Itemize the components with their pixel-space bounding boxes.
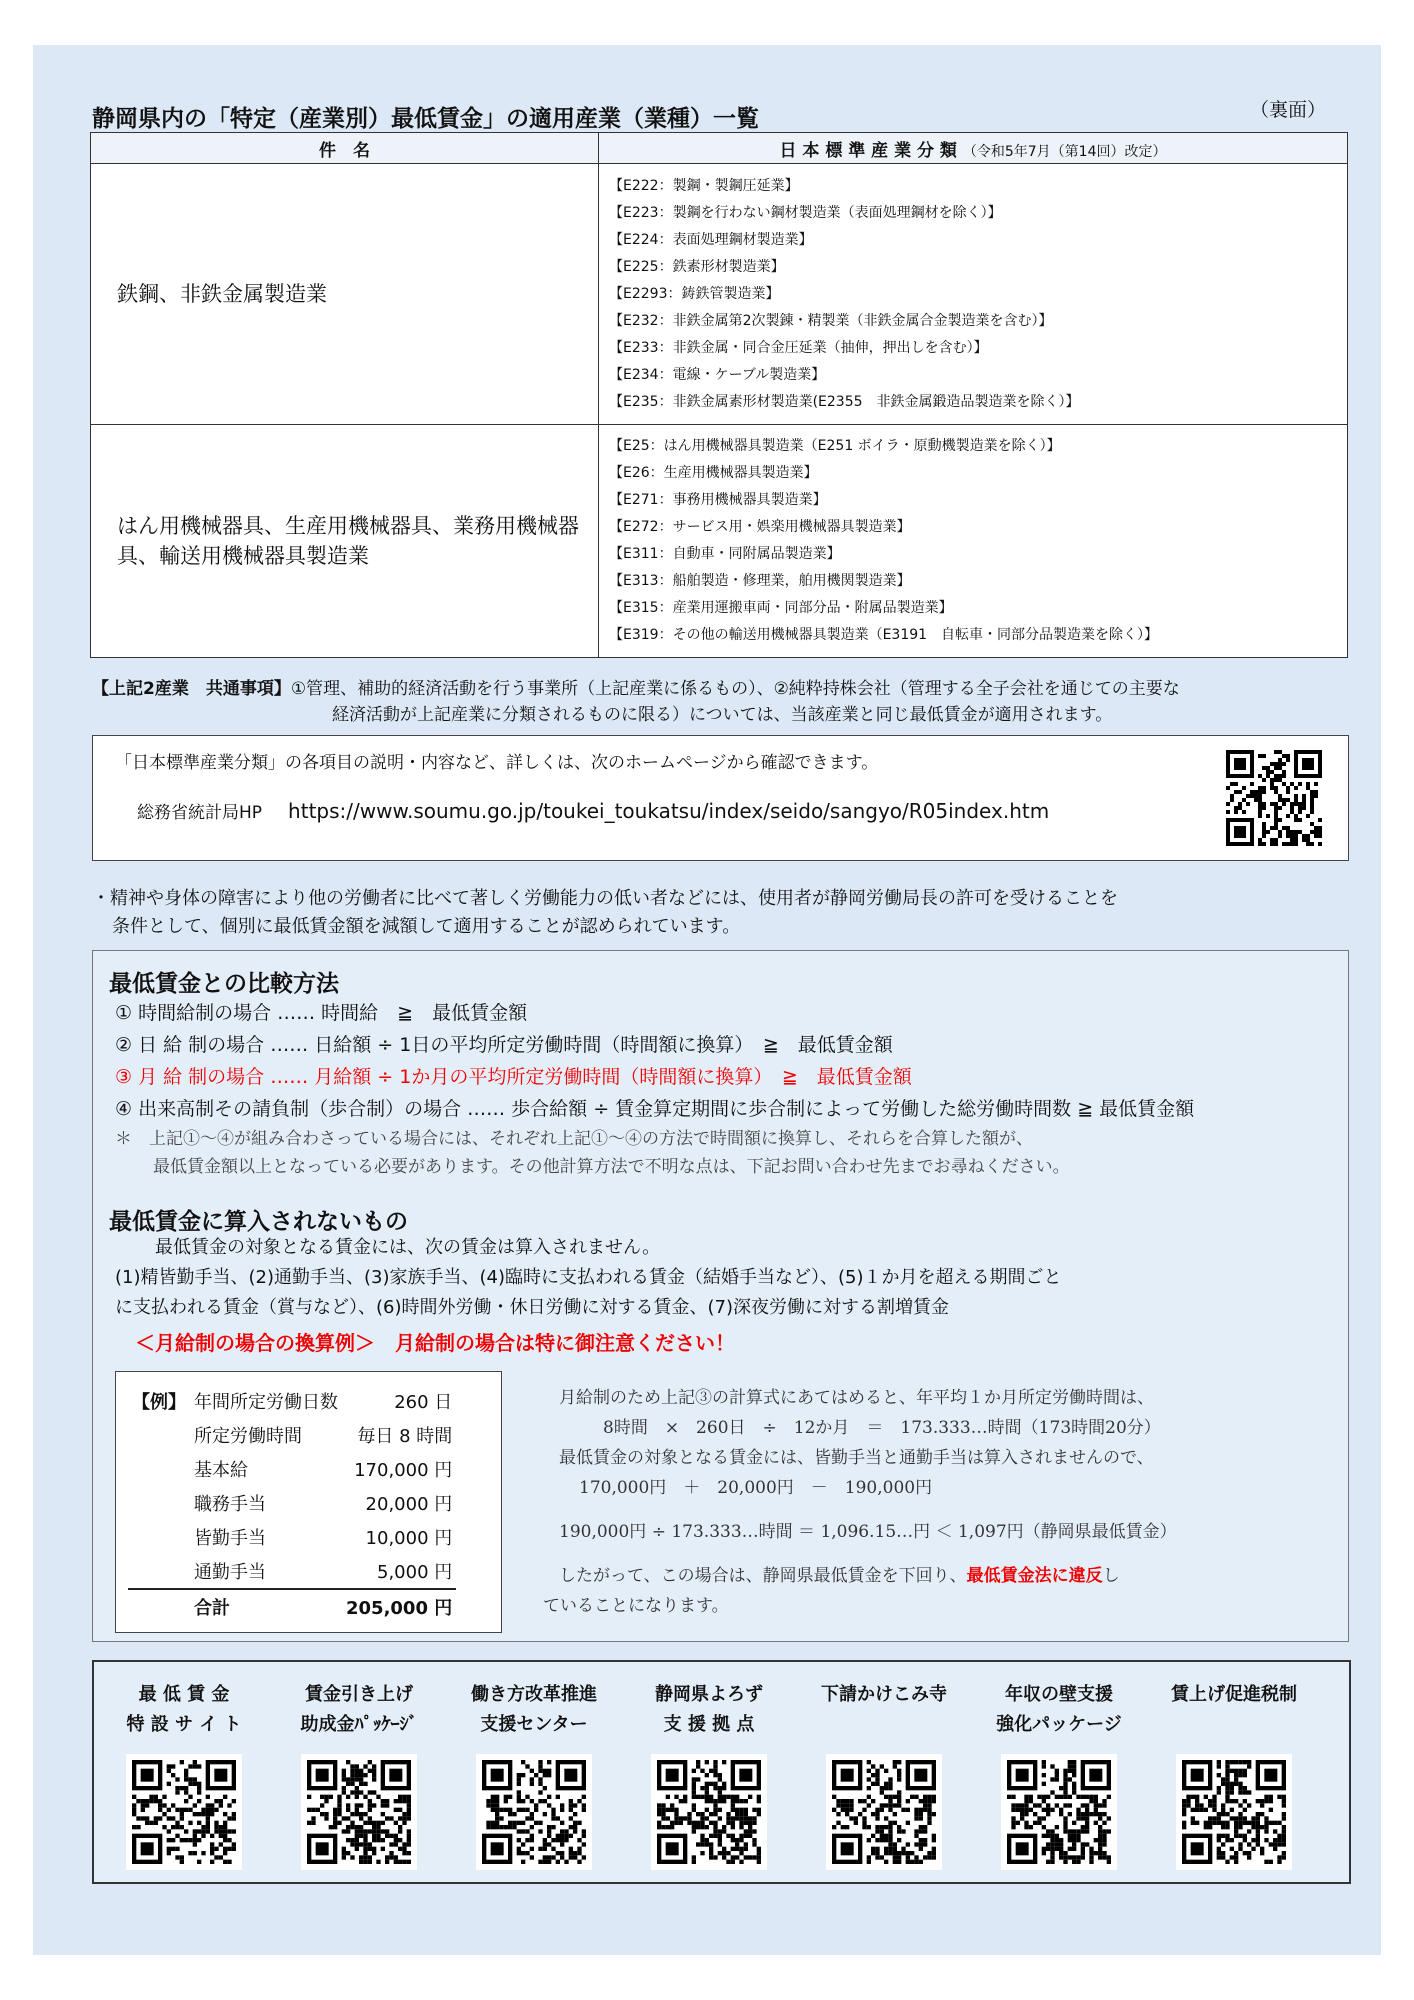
code-item: 【E225：鉄素形材製造業】 bbox=[609, 258, 785, 275]
example-value: 20,000 円 bbox=[365, 1494, 453, 1515]
code-item: 【E311：自動車・同附属品製造業】 bbox=[609, 546, 841, 562]
comparison-item: ② 日 給 制の場合 …… 日給額 ÷ 1日の平均所定労働時間（時間額に換算） ≧ 最低賃金額 bbox=[115, 1034, 893, 1056]
reduction-note bbox=[92, 885, 1352, 941]
example-value: 260 日 bbox=[394, 1392, 453, 1413]
link-label: 働き方改革推進 bbox=[471, 1684, 597, 1705]
code-item: 【E224：表面処理鋼材製造業】 bbox=[609, 231, 813, 248]
hp-link-row bbox=[137, 798, 1049, 823]
calc-line4: 170,000円 ＋ 20,000円 － 190,000円 bbox=[579, 1478, 933, 1498]
qr-code-icon[interactable] bbox=[1220, 744, 1328, 852]
common-label: 【上記2産業 共通事項】 bbox=[92, 679, 291, 699]
common-line2: 経済活動が上記産業に分類されるものに限る）については、当該産業と同じ最低賃金が適用されます。 bbox=[332, 705, 1113, 725]
col-class-label: 日 本 標 準 産 業 分 類 bbox=[779, 140, 957, 161]
common-note bbox=[92, 676, 1332, 728]
code-item: 【E319：その他の輸送用機械器具製造業（E3191 自転車・同部分品製造業を除く）】 bbox=[609, 627, 1159, 643]
qr-code-icon[interactable] bbox=[301, 1754, 417, 1870]
qr-code-icon[interactable] bbox=[651, 1754, 767, 1870]
link-minimum-wage-site[interactable] bbox=[104, 1680, 264, 1880]
calc-line3: 最低賃金の対象となる賃金には、皆勤手当と通勤手当は算入されませんので、 bbox=[559, 1448, 1154, 1468]
code-item: 【E235：非鉄金属素形材製造業(E2355 非鉄金属鍛造品製造業を除く）】 bbox=[609, 393, 1080, 410]
example-table bbox=[128, 1384, 456, 1624]
table-row bbox=[91, 164, 1348, 425]
example-key: 所定労働時間 bbox=[194, 1426, 302, 1447]
link-label: 強化パッケージ bbox=[996, 1714, 1122, 1735]
example-label: 【例】 bbox=[132, 1392, 186, 1413]
qr-code-icon[interactable] bbox=[1176, 1754, 1292, 1870]
example-value: 毎日 8 時間 bbox=[357, 1426, 453, 1447]
link-label: 助成金ﾊﾟｯｹｰｼﾞ bbox=[300, 1714, 418, 1735]
example-key: 基本給 bbox=[194, 1460, 248, 1481]
example-heading: ＜月給制の場合の換算例＞ 月給制の場合は特に御注意ください！ bbox=[135, 1331, 735, 1355]
note-line2: 条件として、個別に最低賃金額を減額して適用することが認められています。 bbox=[112, 916, 741, 937]
link-wage-subsidy[interactable] bbox=[279, 1680, 439, 1880]
comparison-list bbox=[115, 997, 1335, 1181]
code-item: 【E313：船舶製造・修理業，舶用機関製造業】 bbox=[609, 573, 911, 589]
code-item: 【E233：非鉄金属・同合金圧延業（抽伸，押出しを含む）】 bbox=[609, 339, 988, 356]
qr-code-icon[interactable] bbox=[826, 1754, 942, 1870]
link-label bbox=[804, 1710, 964, 1740]
comparison-item-monthly: ③ 月 給 制の場合 …… 月給額 ÷ 1か月の平均所定労働時間（時間額に換算） ≧ 最低賃金額 bbox=[115, 1066, 912, 1088]
code-item: 【E234：電線・ケーブル製造業】 bbox=[609, 366, 826, 383]
table-row bbox=[91, 425, 1348, 658]
link-label: 賃金引き上げ bbox=[305, 1684, 413, 1705]
code-item: 【E272：サービス用・娯楽用機械器具製造業】 bbox=[609, 519, 911, 535]
link-subcontract-help[interactable] bbox=[804, 1680, 964, 1880]
excluded-heading: 最低賃金に算入されないもの bbox=[109, 1209, 408, 1235]
qr-code-icon[interactable] bbox=[126, 1754, 242, 1870]
calculation-text bbox=[543, 1383, 1333, 1621]
hp-url-link[interactable]: https://www.soumu.go.jp/toukei_toukatsu/index/seido/sangyo/R05index.htm bbox=[288, 799, 1050, 823]
calc-line6 bbox=[543, 1561, 1333, 1591]
industry-table bbox=[90, 132, 1348, 658]
code-item: 【E222：製鋼・製鋼圧延業】 bbox=[609, 177, 799, 194]
qr-code-icon[interactable] bbox=[1001, 1754, 1117, 1870]
link-label: 年収の壁支援 bbox=[1005, 1684, 1113, 1705]
calc-line2: 8時間 × 260日 ÷ 12か月 ＝ 173.333…時間（173時間20分） bbox=[603, 1418, 1161, 1438]
example-total-key: 合計 bbox=[194, 1598, 230, 1619]
violation-text: 最低賃金法に違反 bbox=[966, 1566, 1103, 1586]
page-title: 静岡県内の「特定（産業別）最低賃金」の適用産業（業種）一覧 bbox=[92, 106, 759, 132]
hp-label: 総務省統計局HP bbox=[137, 803, 263, 823]
note-line1: ・精神や身体の障害により他の労働者に比べて著しく労働能力の低い者などには、使用者が静岡労働局長の許可を受けることを bbox=[92, 888, 1118, 909]
col-header-name: 件 名 bbox=[91, 133, 599, 164]
comparison-star1: ＊ 上記①～④が組み合わさっている場合には、それぞれ上記①～④の方法で時間額に換算し、それらを合算した額が、 bbox=[115, 1129, 1033, 1149]
example-key: 年間所定労働日数 bbox=[194, 1392, 338, 1413]
calc-line1: 月給制のため上記③の計算式にあてはめると、年平均１か月所定労働時間は、 bbox=[559, 1388, 1154, 1408]
code-item: 【E223：製鋼を行わない鋼材製造業（表面処理鋼材を除く）】 bbox=[609, 204, 1002, 221]
link-label: 最 低 賃 金 bbox=[138, 1684, 230, 1705]
comparison-heading: 最低賃金との比較方法 bbox=[109, 971, 339, 997]
code-item: 【E25：はん用機械器具製造業（E251 ボイラ・原動機製造業を除く）】 bbox=[609, 438, 1061, 454]
col-class-note: （令和5年7月（第14回）改定） bbox=[962, 143, 1167, 160]
example-value: 5,000 円 bbox=[377, 1562, 453, 1583]
link-wage-tax-incentive[interactable] bbox=[1154, 1680, 1314, 1880]
link-label: 支 援 拠 点 bbox=[663, 1714, 755, 1735]
code-item: 【E315：産業用運搬車両・同部分品・附属品製造業】 bbox=[609, 600, 953, 616]
link-label: 静岡県よろず bbox=[655, 1684, 763, 1705]
calc-line6a: したがって、この場合は、静岡県最低賃金を下回り、 bbox=[559, 1566, 967, 1586]
example-value: 170,000 円 bbox=[354, 1460, 453, 1481]
link-income-wall-package[interactable] bbox=[979, 1680, 1139, 1880]
link-work-reform-center[interactable] bbox=[454, 1680, 614, 1880]
excluded-intro: 最低賃金の対象となる賃金には、次の賃金は算入されません。 bbox=[155, 1237, 661, 1258]
comparison-panel bbox=[92, 950, 1349, 1642]
excluded-body bbox=[115, 1233, 1340, 1323]
links-panel bbox=[92, 1660, 1351, 1884]
common-line1: ①管理、補助的経済活動を行う事業所（上記産業に係るもの）、②純粋持株会社（管理する全子会社を通じての主要な bbox=[290, 679, 1180, 699]
example-key: 職務手当 bbox=[194, 1494, 266, 1515]
industry-codes bbox=[599, 425, 1348, 658]
calc-line7: ていることになります。 bbox=[543, 1596, 729, 1616]
comparison-item: ④ 出来高制その請負制（歩合制）の場合 …… 歩合給額 ÷ 賃金算定期間に歩合制によって労働した総労働時間数 ≧ 最低賃金額 bbox=[115, 1098, 1195, 1120]
example-total-value: 205,000 円 bbox=[346, 1598, 453, 1619]
link-label: 下請かけこみ寺 bbox=[821, 1684, 947, 1705]
link-label: 特 設 サ イ ト bbox=[126, 1714, 242, 1735]
side-label: （裏面） bbox=[1249, 99, 1326, 121]
comparison-item: ① 時間給制の場合 …… 時間給 ≧ 最低賃金額 bbox=[115, 1002, 528, 1024]
hp-box bbox=[92, 735, 1349, 861]
industry-codes bbox=[599, 164, 1348, 425]
industry-name: 鉄鋼、非鉄金属製造業 bbox=[91, 164, 599, 425]
example-key: 通勤手当 bbox=[194, 1562, 266, 1583]
comparison-star2: 最低賃金額以上となっている必要があります。その他計算方法で不明な点は、下記お問い合わせ先までお尋ねください。 bbox=[153, 1157, 1070, 1177]
col-header-class bbox=[599, 133, 1348, 164]
calc-line6c: し bbox=[1102, 1566, 1120, 1586]
link-label: 賃上げ促進税制 bbox=[1171, 1684, 1297, 1705]
link-yorozu-support[interactable] bbox=[629, 1680, 789, 1880]
example-key: 皆勤手当 bbox=[194, 1528, 266, 1549]
example-box bbox=[115, 1371, 502, 1633]
code-item: 【E232：非鉄金属第2次製錬・精製業（非鉄金属合金製造業を含む）】 bbox=[609, 312, 1053, 329]
code-item: 【E2293：鋳鉄管製造業】 bbox=[609, 285, 780, 302]
hp-text: 「日本標準産業分類」の各項目の説明・内容など、詳しくは、次のホームページから確認できます。 bbox=[115, 753, 879, 773]
link-label bbox=[1154, 1710, 1314, 1740]
excluded-line2: に支払われる賃金（賞与など）、(6)時間外労働・休日労働に対する賃金、(7)深夜労働に対する割増賃金 bbox=[115, 1297, 949, 1318]
industry-name: はん用機械器具、生産用機械器具、業務用機械器具、輸送用機械器具製造業 bbox=[91, 425, 599, 658]
qr-code-icon[interactable] bbox=[476, 1754, 592, 1870]
example-value: 10,000 円 bbox=[365, 1528, 453, 1549]
link-label: 支援センター bbox=[480, 1714, 588, 1735]
code-item: 【E26：生産用機械器具製造業】 bbox=[609, 465, 818, 481]
code-item: 【E271：事務用機械器具製造業】 bbox=[609, 492, 827, 508]
calc-line5: 190,000円 ÷ 173.333…時間 ＝ 1,096.15…円 ＜ 1,097円（静岡県最低賃金） bbox=[559, 1522, 1177, 1542]
excluded-line1: (1)精皆勤手当、(2)通勤手当、(3)家族手当、(4)臨時に支払われる賃金（結婚手当など）、(5)１か月を超える期間ごと bbox=[115, 1267, 1062, 1288]
